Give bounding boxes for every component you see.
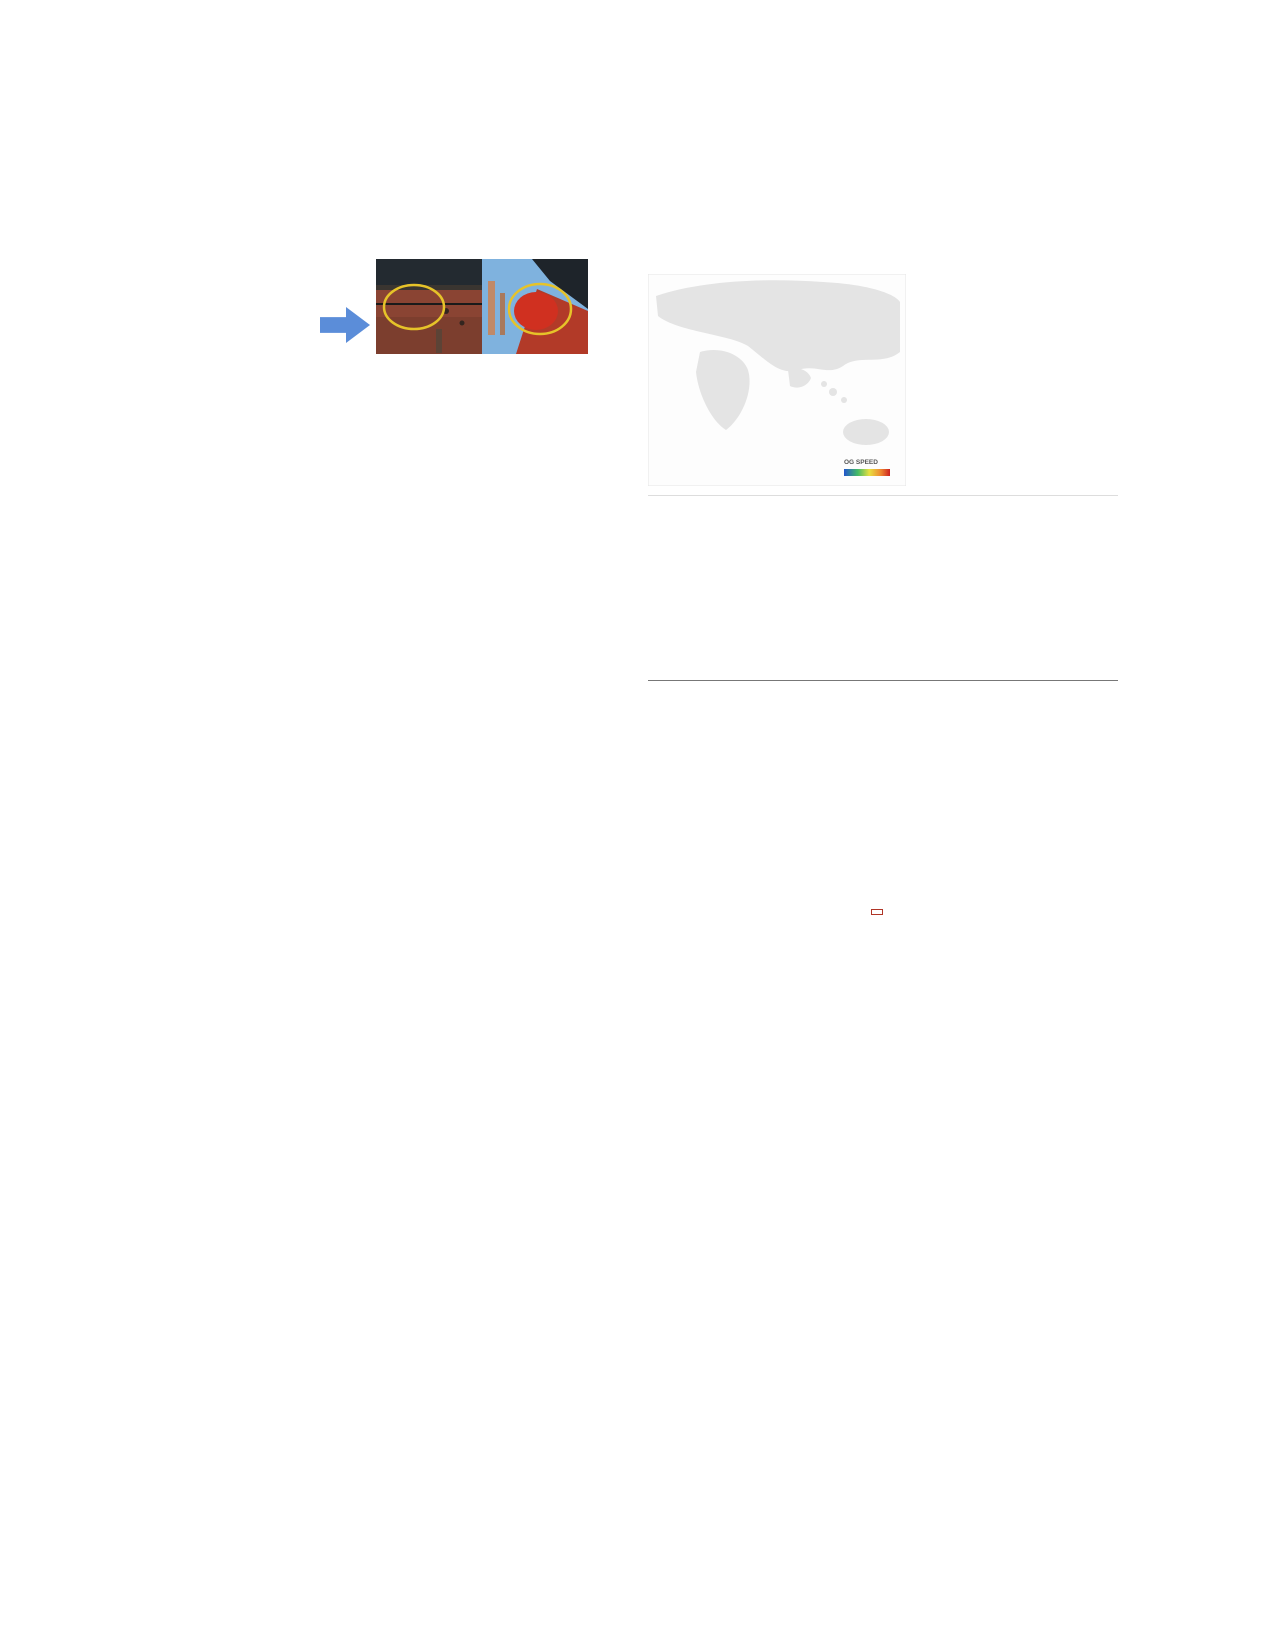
left-column bbox=[118, 243, 588, 415]
loss-ratio-chart bbox=[883, 843, 1115, 1015]
vessel-performance-chart bbox=[648, 688, 880, 900]
co2-note bbox=[376, 359, 588, 375]
fouling-effect-headers bbox=[648, 678, 1118, 681]
histogram-row bbox=[648, 495, 1118, 672]
delta-ship-speed-chart bbox=[883, 688, 1115, 836]
figure8-fouling-dashboard bbox=[648, 272, 1118, 1020]
statistics-panel bbox=[906, 274, 1118, 491]
voyage-map bbox=[648, 274, 906, 491]
performance-panel bbox=[648, 686, 883, 1020]
fouling-effect-block bbox=[648, 909, 883, 915]
ship-photos bbox=[376, 259, 588, 354]
og-speed-legend-label: OG SPEED bbox=[844, 459, 878, 466]
og-speed-histogram bbox=[648, 496, 883, 672]
delta-loss-panel bbox=[883, 686, 1118, 1020]
ship-hull-photo bbox=[376, 259, 482, 354]
figure8-caption bbox=[648, 1037, 1118, 1060]
bulbous-bow-photo bbox=[482, 259, 588, 354]
water-temp-histogram bbox=[883, 496, 1118, 672]
operation-profile-panel bbox=[118, 259, 314, 273]
right-arrow-icon bbox=[320, 307, 370, 343]
figure7-energy-saving bbox=[118, 259, 588, 391]
me-foc-box bbox=[871, 909, 883, 915]
right-column bbox=[648, 250, 1118, 1084]
world-map bbox=[648, 274, 906, 486]
modification-panel bbox=[376, 259, 588, 391]
